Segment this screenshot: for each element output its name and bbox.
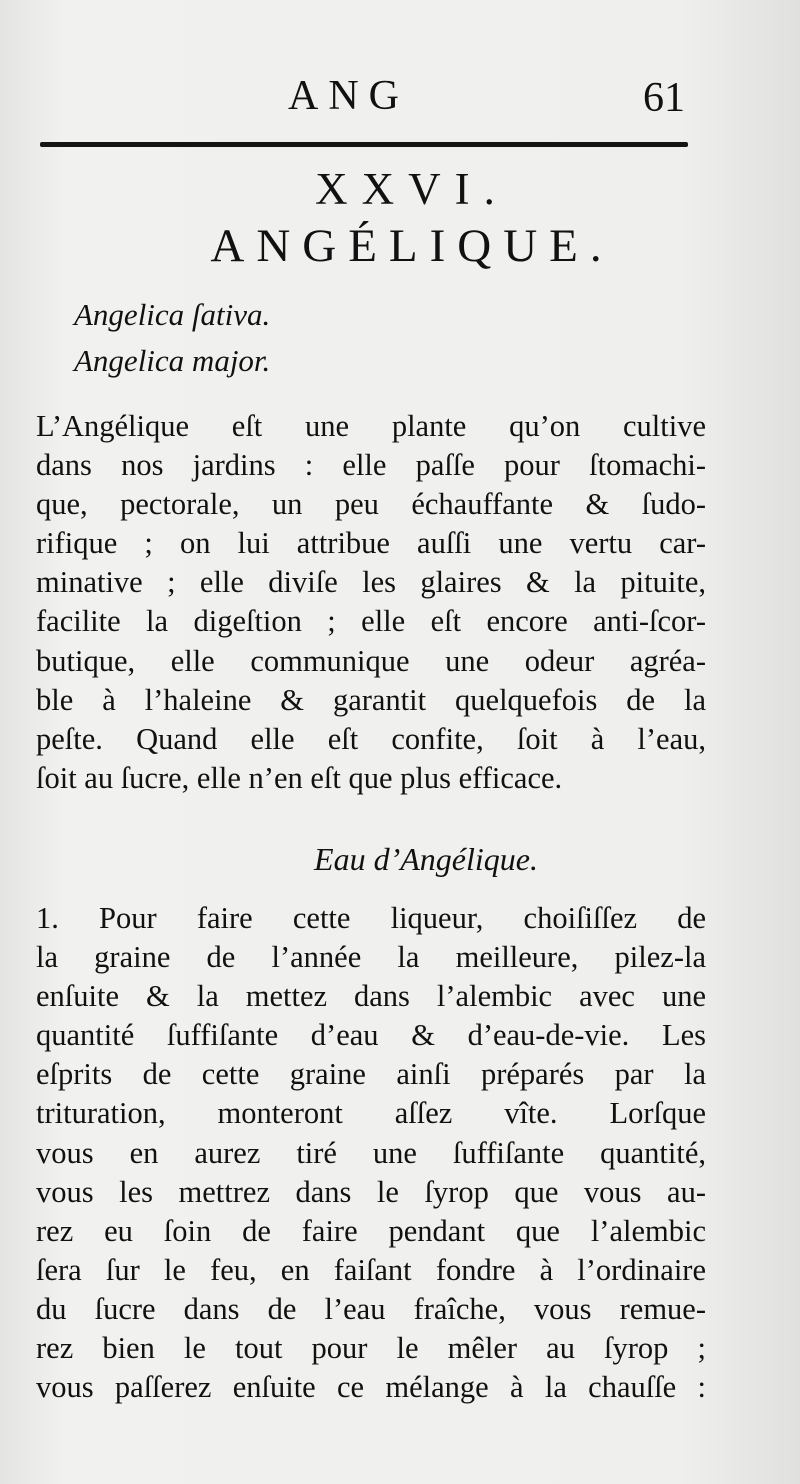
paragraph-line: rez bien le tout pour le mêler au ſyrop ; [36,1331,706,1366]
paragraph-line: eſprits de cette graine ainſi préparés par la [36,1057,706,1092]
paragraph-line: trituration, monteront aſſez vîte. Lorſque [36,1096,706,1131]
paragraph-line: facilite la digeſtion ; elle eſt encore anti-ſcor- [36,604,706,639]
chapter-number: XXVI. [315,164,509,214]
header-rule [40,142,688,147]
page-header [0,72,800,132]
paragraph-line: ſera ſur le feu, en faiſant fondre à l’ordinaire [36,1252,706,1287]
paragraph-line: ble à l’haleine & garantit quelquefois de la [36,682,706,717]
paragraph-line: vous paſſerez enſuite ce mélange à la chauſſe : [36,1370,706,1405]
paragraph-two [36,899,706,1407]
paragraph-one [36,407,706,798]
paragraph-line: dans nos jardins : elle paſſe pour ſtomachi- [36,448,706,483]
botanical-names [74,292,270,384]
paragraph-line: minative ; elle diviſe les glaires & la pituite, [36,565,706,600]
paragraph-line: vous les mettrez dans le ſyrop que vous au- [36,1174,706,1209]
paragraph-line: du ſucre dans de l’eau fraîche, vous remue- [36,1291,706,1326]
paragraph-line: que, pectorale, un peu échauffante & ſudo- [36,487,706,522]
chapter-title: ANGÉLIQUE. [210,220,614,272]
paragraph-line: ſoit au ſucre, elle n’en eſt que plus efficace. [36,760,563,795]
botanical-name: Angelica ſativa. [74,297,271,332]
paragraph-line: vous en aurez tiré une ſuffiſante quantité, [36,1135,706,1170]
section-title: Eau d’Angélique. [314,841,538,877]
paragraph-line: butique, elle communique une odeur agréa- [36,643,706,678]
paragraph-line: 1. Pour faire cette liqueur, choiſiſſez de [36,901,706,935]
paragraph-line: rez eu ſoin de faire pendant que l’alembic [36,1213,706,1248]
paragraph-line: peſte. Quand elle eſt confite, ſoit à l’eau, [36,721,706,756]
paragraph-line: la graine de l’année la meilleure, pilez-la [36,940,706,975]
page-number: 61 [643,75,685,121]
running-head: ANG [288,73,409,119]
paragraph-line: enſuite & la mettez dans l’alembic avec une [36,979,706,1014]
paragraph-line: L’Angélique eſt une plante qu’on cultive [36,409,706,443]
botanical-name: Angelica major. [74,343,271,378]
paragraph-line: rifique ; on lui attribue auſſi une vertu car- [36,526,706,561]
paragraph-line: quantité ſuffiſante d’eau & d’eau-de-vie. Les [36,1018,706,1053]
